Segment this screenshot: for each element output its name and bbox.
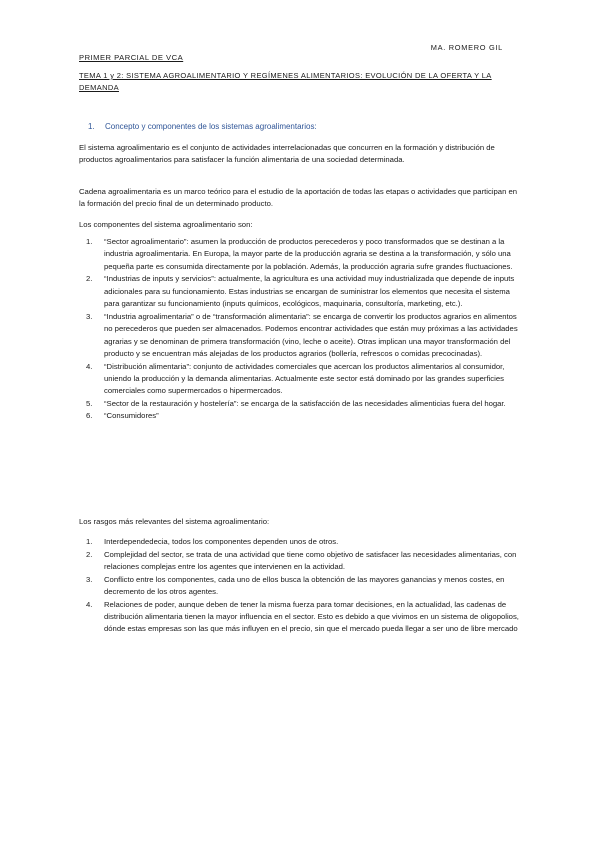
item-number: 4. xyxy=(86,599,93,609)
components-list xyxy=(79,236,519,423)
item-number: 5. xyxy=(86,398,93,408)
list-item xyxy=(79,410,519,422)
list-item xyxy=(79,236,519,273)
traits-intro: Los rasgos más relevantes del sistema agroalimentario: xyxy=(79,517,270,526)
topic-title: TEMA 1 y 2: SISTEMA AGROALIMENTARIO Y REGÍMENES ALIMENTARIOS: EVOLUCIÓN DE LA OFERTA Y LA DEMANDA xyxy=(79,71,492,92)
list-item xyxy=(79,311,519,361)
item-text: Relaciones de poder, aunque deben de tener la misma fuerza para tomar decisiones, en la actualidad, las cadenas de distribución alimentaria tienen la mayor influencia en el sector. Esto es debido a que vivimos en un sistema de oligopolios, dónde estas empresas son las que más influyen en el precio, sin que el mercado pueda llegar a ser uno de libre mercado xyxy=(104,599,519,634)
section-number: 1. xyxy=(88,122,95,131)
item-term: “Sector agroalimentario” xyxy=(104,237,187,246)
item-text: Conflicto entre los componentes, cada uno de ellos busca la obtención de las mayores ganancias y menos costes, en decremento de los otros agentes. xyxy=(104,574,505,596)
section-title: Concepto y componentes de los sistemas agroalimentarios: xyxy=(105,122,317,131)
item-text: : se encarga de la satisfacción de las necesidades alimenticias fuera del hogar. xyxy=(236,398,506,408)
item-text: : conjunto de actividades comerciales que acercan los productos alimentarios al consumidor, uniendo la producción y la demanda alimentarias. Actualmente este sector está dominado por las grandes superficies comerciales como supermercados o hipermercados. xyxy=(104,361,505,396)
item-term: “Consumidores” xyxy=(104,411,159,421)
list-item xyxy=(79,536,519,548)
item-term: “Sector de la restauración y hostelería” xyxy=(104,398,237,408)
item-text: : se encarga de convertir los productos agrarios en alimentos no perecederos que pueden ser almacenados. Podemos encontrar actividades que están muy próximas a las actividades agrarias y se denominan de primera transformación (vino, leche o aceite). Otras implican una mayor transformación del producto y se encuentran más alejadas de los productos agrarios (bollería, refrescos o comidas precocinadas). xyxy=(104,311,518,359)
item-text: Interdependedecia, todos los componentes dependen unos de otros. xyxy=(104,537,339,546)
item-number: 1. xyxy=(86,237,93,246)
list-item xyxy=(79,398,519,410)
item-text: Complejidad del sector, se trata de una actividad que tiene como objetivo de satisfacer las necesidades alimentarias, con relaciones complejas entre los agentes que intervienen en la actividad. xyxy=(104,549,517,571)
author-name: MA. ROMERO GIL xyxy=(430,43,503,52)
section-heading xyxy=(88,122,317,131)
traits-list xyxy=(79,536,519,636)
item-term: “Industria agroalimentaria” o de “transformación alimentaria” xyxy=(104,311,309,321)
list-item xyxy=(79,361,519,398)
item-number: 1. xyxy=(86,537,93,546)
list-item xyxy=(79,574,519,599)
list-item xyxy=(79,549,519,574)
item-term: “Industrias de inputs y servicios” xyxy=(104,274,214,284)
components-intro: Los componentes del sistema agroalimentario son: xyxy=(79,220,253,229)
list-item xyxy=(79,599,519,636)
chain-paragraph: Cadena agroalimentaria es un marco teórico para el estudio de la aportación de todas las etapas o actividades que participan en la formación del precio final de un determinado producto. xyxy=(79,187,518,209)
list-item xyxy=(79,273,519,310)
item-number: 2. xyxy=(86,549,93,559)
item-text: : asumen la producción de productos perecederos y poco transformados que se destinan a la industria agroalimentaria. En Europa, la mayor parte de la producción agraria se destina a la transformación, y sólo una pequeña parte es consumida directamente por la población. Además, la producción agraria sufre grandes fluctuaciones. xyxy=(104,237,513,271)
item-term: “Distribución alimentaria” xyxy=(104,361,190,371)
definition-paragraph: El sistema agroalimentario es el conjunto de actividades interrelacionadas que concurren en la formación y distribución de productos agroalimentarios para satisfacer la función alimentaria de una sociedad determinada. xyxy=(79,143,495,165)
item-text: : actualmente, la agricultura es una actividad muy industrializada que depende de inputs adicionales para su funcionamiento. Estas industrias se encargan de suministrar los elementos que necesita el sistema para garantizar su funcionamiento (inputs químicos, ecológicos, maquinaria, consultoría, marketing, etc.). xyxy=(104,274,515,309)
course-title: PRIMER PARCIAL DE VCA xyxy=(79,53,184,62)
item-number: 4. xyxy=(86,361,93,371)
item-number: 6. xyxy=(86,411,93,421)
item-number: 3. xyxy=(86,311,93,321)
item-number: 3. xyxy=(86,574,93,584)
item-number: 2. xyxy=(86,274,93,284)
